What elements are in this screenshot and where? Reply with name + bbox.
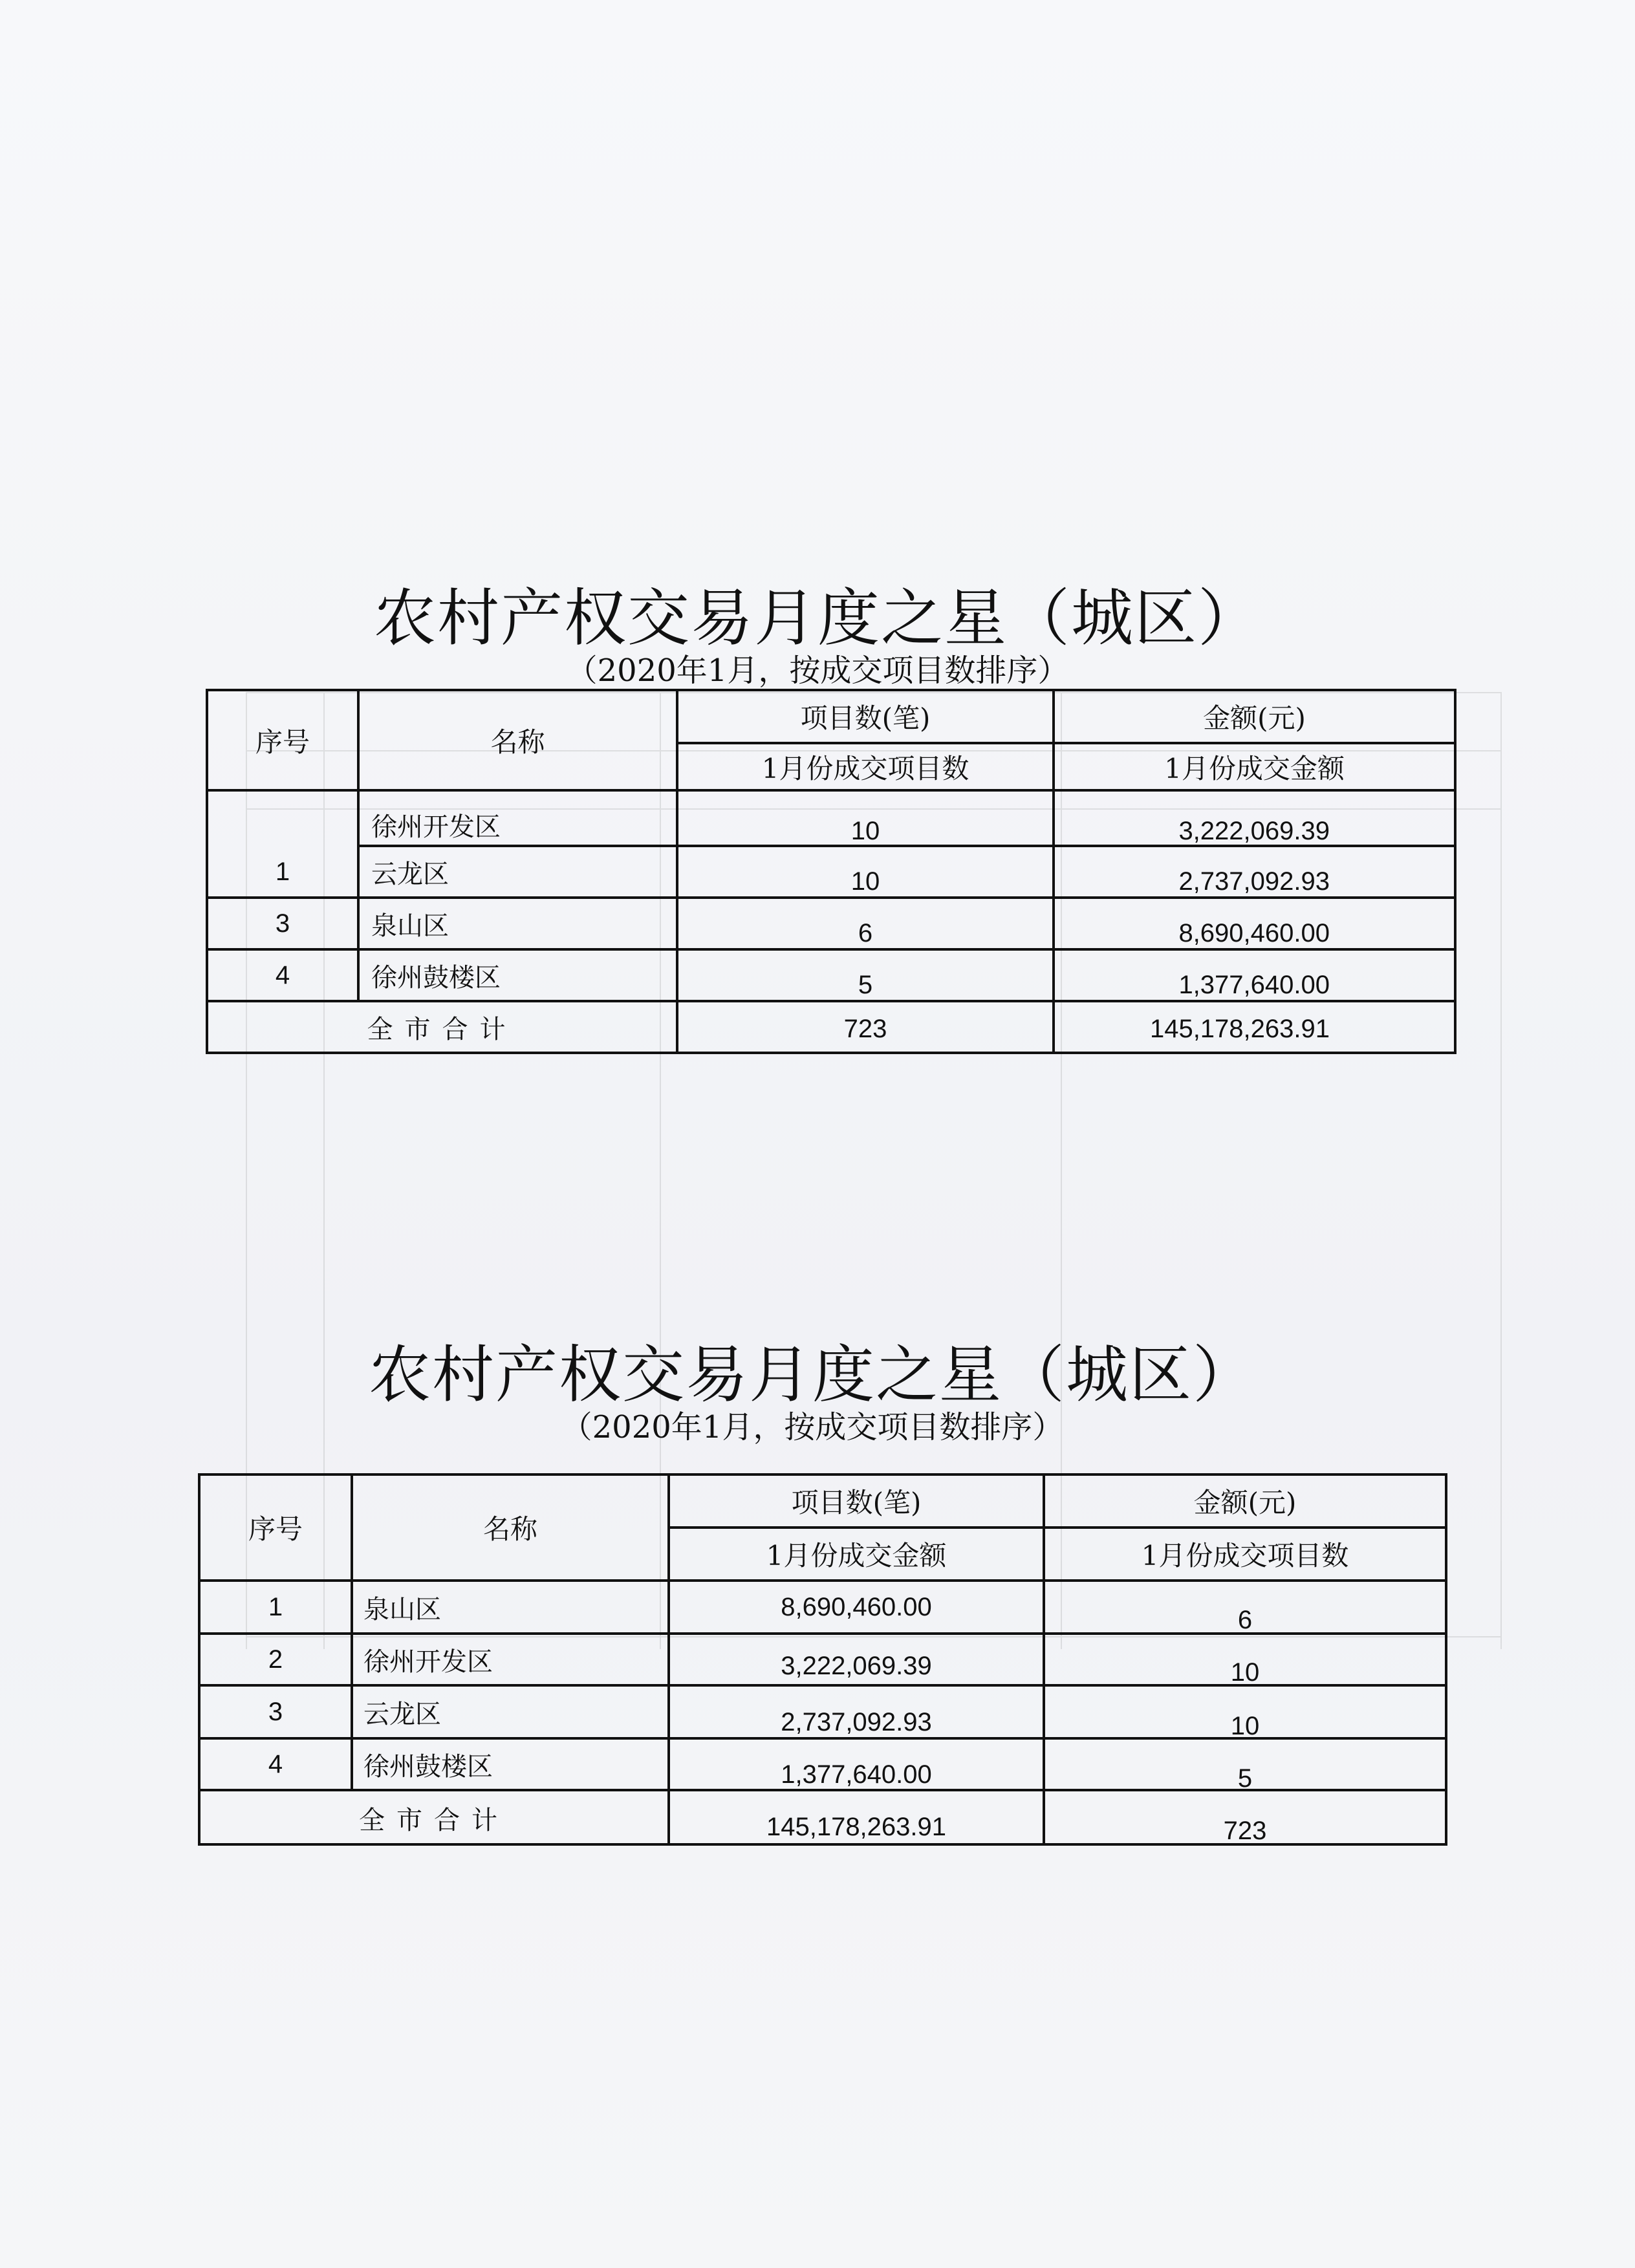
- table2-header-name: 名称: [482, 1513, 537, 1545]
- table1-header-seq: 序号: [255, 726, 310, 758]
- table1-row-value1: 5: [858, 970, 873, 999]
- table1-row-name: 泉山区: [371, 911, 449, 940]
- table1-row-value2: 2,737,092.93: [1178, 867, 1330, 896]
- table2-row-seq: 3: [268, 1697, 283, 1726]
- table1-row-value1: 10: [850, 867, 880, 896]
- table2-row-seq: 2: [268, 1645, 283, 1674]
- table1-header-name: 名称: [490, 726, 545, 758]
- table2-row-value2: 5: [1237, 1764, 1253, 1793]
- table2-row-name: 徐州开发区: [363, 1647, 493, 1676]
- table1-row-value2: 3,222,069.39: [1178, 816, 1330, 845]
- table1-row-value1: 10: [850, 816, 880, 845]
- table2-subheader-1: 1月份成交金额: [766, 1540, 947, 1571]
- table1-row-value2: 8,690,460.00: [1178, 918, 1330, 947]
- table1-total-value1: 723: [843, 1014, 887, 1043]
- table2-row-value2: 10: [1230, 1711, 1260, 1740]
- table1-subheader-1: 1月份成交项目数: [761, 752, 969, 784]
- table2-row-name: 泉山区: [363, 1595, 441, 1624]
- table1-row-name: 云龙区: [371, 859, 449, 889]
- table2-header-amount: 金额(元): [1193, 1487, 1297, 1518]
- table1-title: 农村产权交易月度之星（城区）: [374, 582, 1261, 654]
- table2-total-value2: 723: [1223, 1816, 1267, 1845]
- table1-row-seq: 3: [275, 909, 290, 938]
- table2-row-value1: 1,377,640.00: [781, 1760, 932, 1789]
- table2-subtitle: （2020年1月，按成交项目数排序）: [561, 1409, 1064, 1445]
- table2-total-label: 全市合计: [359, 1806, 509, 1835]
- table1-row-name: 徐州开发区: [371, 812, 501, 841]
- table2-row-seq: 1: [268, 1592, 283, 1621]
- table1-row-value2: 1,377,640.00: [1178, 970, 1330, 999]
- table1-header-amount: 金额(元): [1203, 702, 1306, 734]
- table1-row-value1: 6: [858, 918, 873, 947]
- table2-row-value1: 3,222,069.39: [781, 1651, 932, 1680]
- table1-subtitle: （2020年1月，按成交项目数排序）: [566, 653, 1069, 689]
- table1-total-label: 全市合计: [367, 1015, 517, 1044]
- table2-row-value2: 6: [1237, 1605, 1253, 1634]
- table1-row-name: 徐州鼓楼区: [371, 963, 501, 992]
- table1-row-seq: 1: [275, 857, 290, 886]
- table2-header-seq: 序号: [248, 1513, 303, 1545]
- table2-row-value1: 2,737,092.93: [781, 1707, 932, 1736]
- table2-header-project-count: 项目数(笔): [791, 1487, 922, 1518]
- table2-title: 农村产权交易月度之星（城区）: [369, 1339, 1256, 1411]
- table2-row-name: 云龙区: [363, 1700, 441, 1729]
- table1-subheader-2: 1月份成交金额: [1164, 752, 1345, 784]
- table2-subheader-2: 1月份成交项目数: [1141, 1540, 1349, 1571]
- table1-row-seq: 4: [275, 960, 290, 989]
- table2-row-seq: 4: [268, 1749, 283, 1778]
- table1-header-project-count: 项目数(笔): [800, 702, 931, 734]
- table2-row-value1: 8,690,460.00: [781, 1592, 932, 1621]
- table2-total-value1: 145,178,263.91: [766, 1812, 947, 1841]
- table1-total-value2: 145,178,263.91: [1149, 1014, 1330, 1043]
- table2-row-value2: 10: [1230, 1658, 1260, 1687]
- table2-row-name: 徐州鼓楼区: [363, 1752, 493, 1781]
